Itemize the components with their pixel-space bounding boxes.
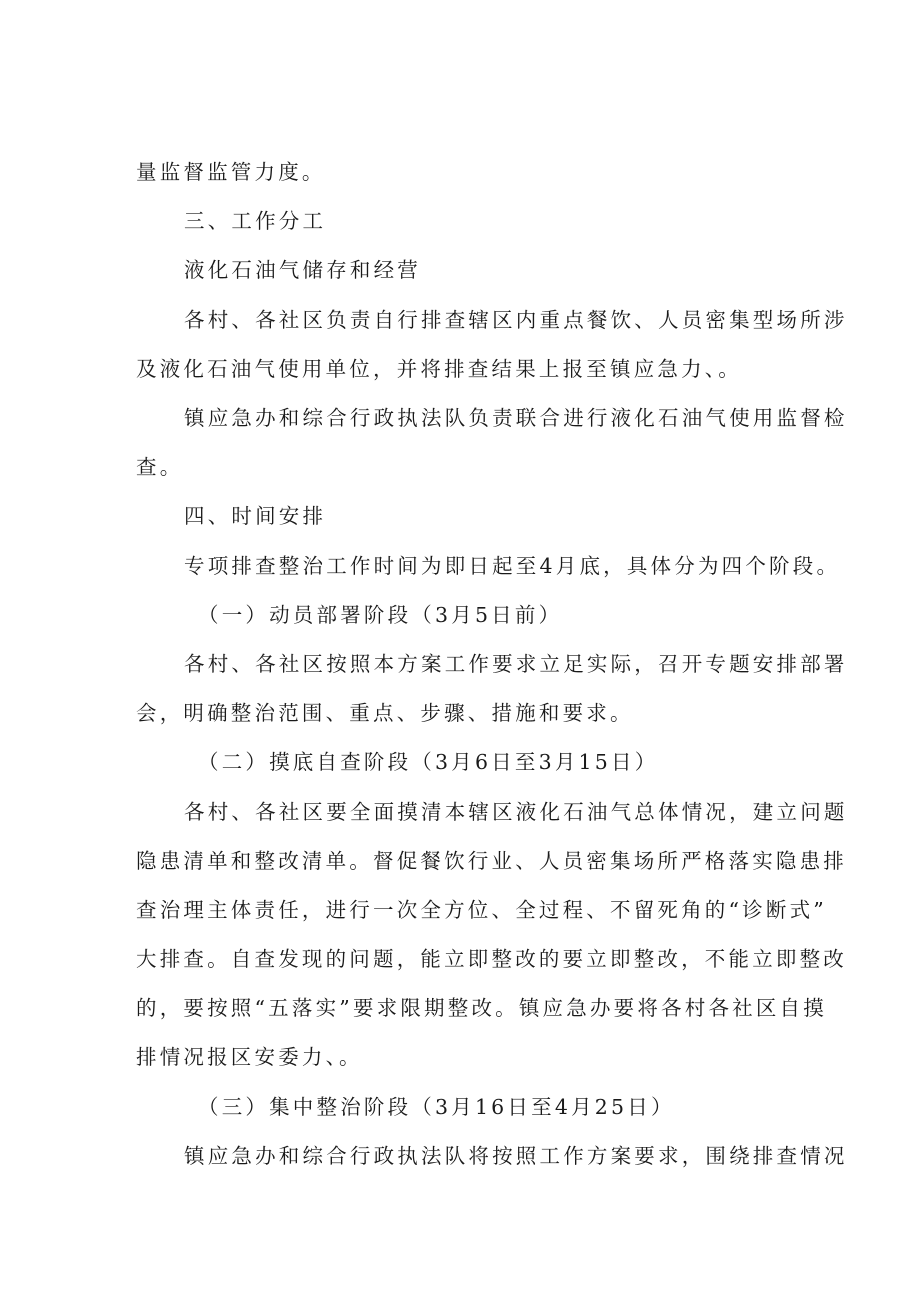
text-line: 各村、各社区要全面摸清本辖区液化石油气总体情况，建立问题 [184,800,848,824]
text-line: 的，要按照“五落实”要求限期整改。镇应急办要将各村各社区自摸 [136,996,827,1020]
stage-heading: （一）动员部署阶段（3月5日前） [198,603,563,627]
section-heading: 四、时间安排 [184,504,327,528]
text-line: 及液化石油气使用单位，并将排查结果上报至镇应急力、。 [136,357,742,381]
text-line: 专项排查整治工作时间为即日起至4月底，具体分为四个阶段。 [184,554,841,578]
text-line: 隐患清单和整改清单。督促餐饮行业、人员密集场所严格落实隐患排 [136,849,847,873]
text-line: 量监督监管力度。 [136,160,326,184]
text-line: 会，明确整治范围、重点、步骤、措施和要求。 [136,701,634,725]
stage-heading: （三）集中整治阶段（3月16日至4月25日） [198,1095,675,1119]
text-line: 各村、各社区按照本方案工作要求立足实际，召开专题安排部署 [184,652,848,676]
stage-heading: （二）摸底自查阶段（3月6日至3月15日） [198,750,659,774]
text-line: 镇应急办和综合行政执法队负责联合进行液化石油气使用监督检 [184,406,848,430]
text-line: 查。 [136,455,184,479]
text-line: 镇应急办和综合行政执法队将按照工作方案要求，围绕排查情况 [184,1144,848,1168]
text-line: 各村、各社区负责自行排查辖区内重点餐饮、人员密集型场所涉 [184,308,848,332]
text-line: 大排查。自查发现的问题，能立即整改的要立即整改，不能立即整改 [136,947,847,971]
text-line: 排情况报区安委力、。 [136,1045,363,1069]
text-line: 查治理主体责任，进行一次全方位、全过程、不留死角的“诊断式” [136,898,827,922]
subheading: 液化石油气储存和经营 [184,258,421,282]
section-heading: 三、工作分工 [184,209,327,233]
